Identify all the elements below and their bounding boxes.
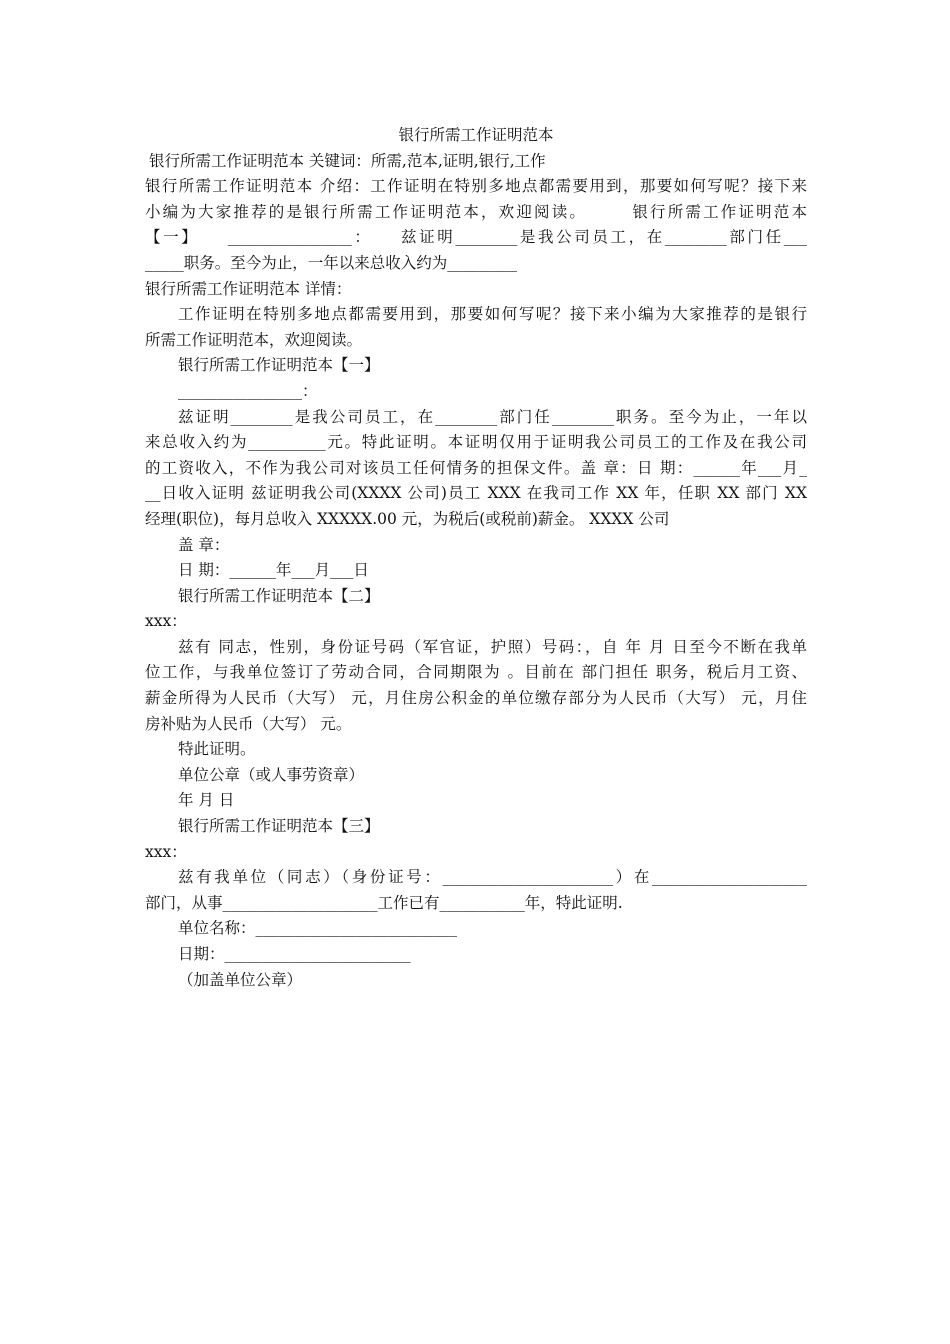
paragraph-line: 所需工作证明范本，欢迎阅读。: [145, 330, 363, 349]
seal-line: 单位公章（或人事劳资章）: [178, 765, 365, 784]
paragraph-line: 兹证明________是我公司员工，在________部门任________职务。至今为止，一年以: [178, 407, 807, 426]
intro-line-1: 银行所需工作证明范本 介绍：工作证明在特别多地点都需要用到，那要如何写呢？接下来: [145, 177, 807, 196]
doc-title: 银行所需工作证明范本: [398, 126, 554, 144]
intro-line-3: 【一】 ________________： 兹证明________是我公司员工，在________部门任___: [145, 228, 807, 247]
keywords-line: 银行所需工作证明范本 关键词：所需,范本,证明,银行,工作: [149, 151, 546, 170]
paragraph-line: 兹有 同志，性别，身份证号码（军官证，护照）号码：，自 年 月 日至今不断在我单: [178, 637, 807, 656]
paragraph-line: 工作证明在特别多地点都需要用到，那要如何写呢？接下来小编为大家推荐的是银行: [178, 305, 807, 324]
addressee-line: ________________：: [178, 381, 318, 400]
date-line: 日期：________________________: [178, 945, 411, 963]
intro-line-4: _____职务。至今为止，一年以来总收入约为_________: [145, 253, 518, 272]
section-heading-3: 银行所需工作证明范本【三】: [178, 817, 380, 836]
date-line: 年 月 日: [178, 791, 235, 810]
certify-line: 特此证明。: [178, 740, 256, 759]
addressee-line: xxx：: [145, 842, 187, 861]
paragraph-line: 部门，从事____________________工作已有___________年，特此证明.: [145, 893, 623, 912]
paragraph-line: 薪金所得为人民币（大写） 元，月住房公积金的单位缴存部分为人民币（大写） 元，月住: [145, 689, 807, 708]
intro-line-2: 小编为大家推荐的是银行所需工作证明范本，欢迎阅读。 银行所需工作证明范本: [145, 202, 807, 221]
paragraph-line: 兹有我单位（同志）（身份证号：______________________）在____________________: [178, 868, 807, 887]
seal-note: （加盖单位公章）: [178, 970, 303, 989]
document-body: [145, 123, 807, 993]
date-line: 日 期：______年___月___日: [178, 561, 369, 580]
paragraph-line: 来总收入约为__________元。特此证明。本证明仅用于证明我公司员工的工作及在我公司: [145, 433, 807, 452]
seal-line: 盖 章：: [178, 535, 230, 554]
section-heading-2: 银行所需工作证明范本【二】: [178, 586, 380, 605]
details-heading: 银行所需工作证明范本 详情：: [145, 279, 352, 298]
paragraph-line: __日收入证明 兹证明我公司(XXXX 公司)员工 XXX 在我司工作 XX 年，任职 XX 部门 XX: [145, 484, 807, 503]
addressee-line: xxx：: [145, 612, 187, 631]
section-heading-1: 银行所需工作证明范本【一】: [178, 356, 380, 375]
unit-name-line: 单位名称：__________________________: [178, 919, 458, 938]
paragraph-line: 房补贴为人民币（大写） 元。: [145, 714, 352, 733]
paragraph-line: 位工作，与我单位签订了劳动合同，合同期限为 。目前在 部门担任 职务，税后月工资、: [145, 663, 807, 682]
paragraph-line: 经理(职位)，每月总收入 XXXXX.00 元，为税后(或税前)薪金。 XXXX 公司: [145, 509, 670, 528]
paragraph-line: 的工资收入，不作为我公司对该员工任何情务的担保文件。盖 章：日 期：______年___月_: [145, 458, 807, 477]
